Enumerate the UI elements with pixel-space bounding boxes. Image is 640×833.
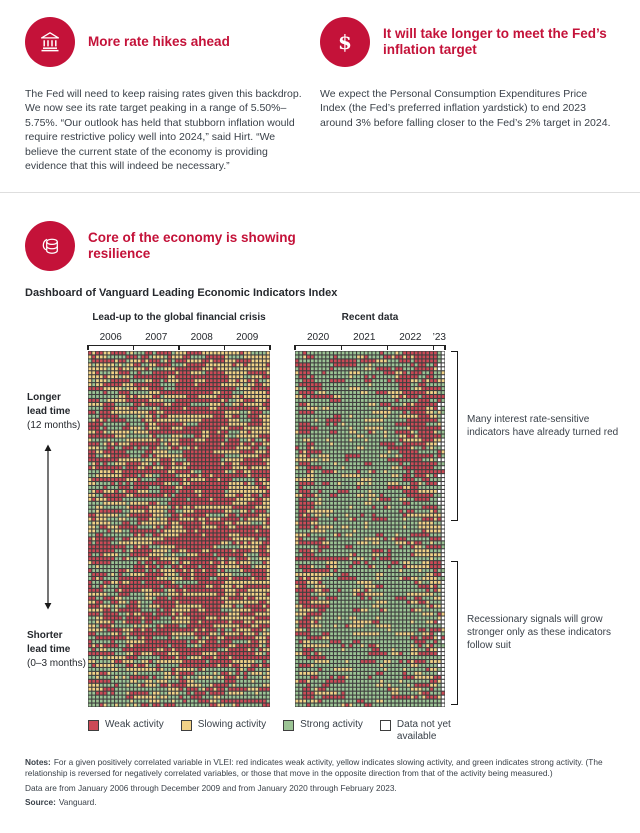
legend-item-strong: Strong activity (283, 719, 363, 731)
insight-title: It will take longer to meet the Fed’s inflation target (383, 26, 607, 57)
source-label: Source: (25, 796, 56, 807)
year-label: 2006 (99, 332, 122, 344)
legend-item-not-available: Data not yet available (380, 719, 469, 743)
bracket-top (451, 351, 458, 521)
insight-title: More rate hikes ahead (88, 34, 230, 49)
insight-inflation-target (320, 17, 615, 173)
slowing-activity-swatch (181, 720, 192, 731)
lead-time-arrow (42, 444, 54, 610)
bracket-bottom (451, 561, 458, 705)
axis-tick (433, 345, 434, 350)
longer-lead-time-label: Longer lead time (12 months) (27, 392, 81, 432)
resilience-section (25, 221, 615, 271)
annotation-recessionary: Recessionary signals will grow stronger only as these indicators follow suit (467, 614, 611, 652)
legend-item-weak: Weak activity (88, 719, 164, 731)
year-label: 2007 (145, 332, 168, 344)
legend-item-slowing: Slowing activity (181, 719, 266, 731)
x-axis-gfc (88, 332, 270, 352)
insight-head (25, 17, 305, 67)
year-label: 2020 (306, 332, 330, 344)
axis-tick (444, 345, 445, 350)
axis-tick (133, 345, 134, 350)
axis-tick (294, 345, 295, 350)
axis-tick (178, 345, 179, 350)
bank-icon (25, 17, 75, 67)
top-insights-section (0, 0, 640, 173)
axis-tick (224, 345, 225, 350)
chart-legend (88, 719, 640, 743)
weak-activity-swatch (88, 720, 99, 731)
x-axis-recent (295, 332, 445, 352)
notes (25, 757, 615, 807)
insight-body: The Fed will need to keep raising rates given this backdrop. We now see its rate target peaking in a range of 5.50%–5.75%. “Our outlook has held that stubborn inflation would require restrictive policy well into 2024,” said Hirt. “We believe the current state of the economy is providing evidence that this will indeed be necessary.” (25, 88, 302, 173)
axis-line (295, 345, 445, 346)
dashboard-title: Dashboard of Vanguard Leading Economic Indicators Index (25, 287, 338, 300)
axis-tick (269, 345, 270, 350)
year-label: 2022 (399, 332, 422, 344)
insight-head (320, 17, 615, 67)
coins-icon (25, 221, 75, 271)
notes-label: Notes: (25, 757, 51, 768)
svg-text:$: $ (338, 30, 352, 54)
shorter-lead-time-label: Shorter lead time (0–3 months) (27, 630, 86, 670)
vlei-heatmap-chart (0, 309, 640, 707)
axis-tick (341, 345, 342, 350)
heatmap-gfc (88, 351, 270, 707)
panel-title-recent: Recent data (341, 312, 399, 324)
data-not-available-swatch (380, 720, 391, 731)
data-range-line: Data are from January 2006 through December 2009 and from January 2020 through February 2023. (25, 782, 397, 793)
insight-body: We expect the Personal Consumption Expenditures Price Index (the Fed’s preferred inflation yardstick) to end 2023 around 3% before falling closer to the Fed’s 2% target in 2024. (320, 88, 611, 129)
source-line: Source: Vanguard. (25, 796, 97, 807)
panel-title-gfc: Lead-up to the global financial crisis (92, 312, 266, 324)
insight-rate-hikes (25, 17, 305, 173)
notes-line: Notes: For a given positively correlated variable in VLEI: red indicates weak activity, yellow indicates slowing activity, and green indicates strong activity. (The relationship is reversed for negatively correlated variables, or those that move in the opposite direction from that of the activity being measured.) (25, 757, 603, 779)
axis-tick (87, 345, 88, 350)
strong-activity-swatch (283, 720, 294, 731)
year-label: 2008 (190, 332, 213, 344)
resilience-title: Core of the economy is showing resilience (88, 230, 296, 262)
heatmap-recent (295, 351, 445, 707)
section-divider (0, 192, 640, 193)
year-label: ’23 (432, 332, 446, 344)
year-label: 2009 (236, 332, 259, 344)
dollar-icon (320, 17, 370, 67)
year-label: 2021 (353, 332, 376, 344)
axis-tick (387, 345, 388, 350)
annotation-rate-sensitive: Many interest rate-sensitive indicators have already turned red (467, 414, 619, 439)
